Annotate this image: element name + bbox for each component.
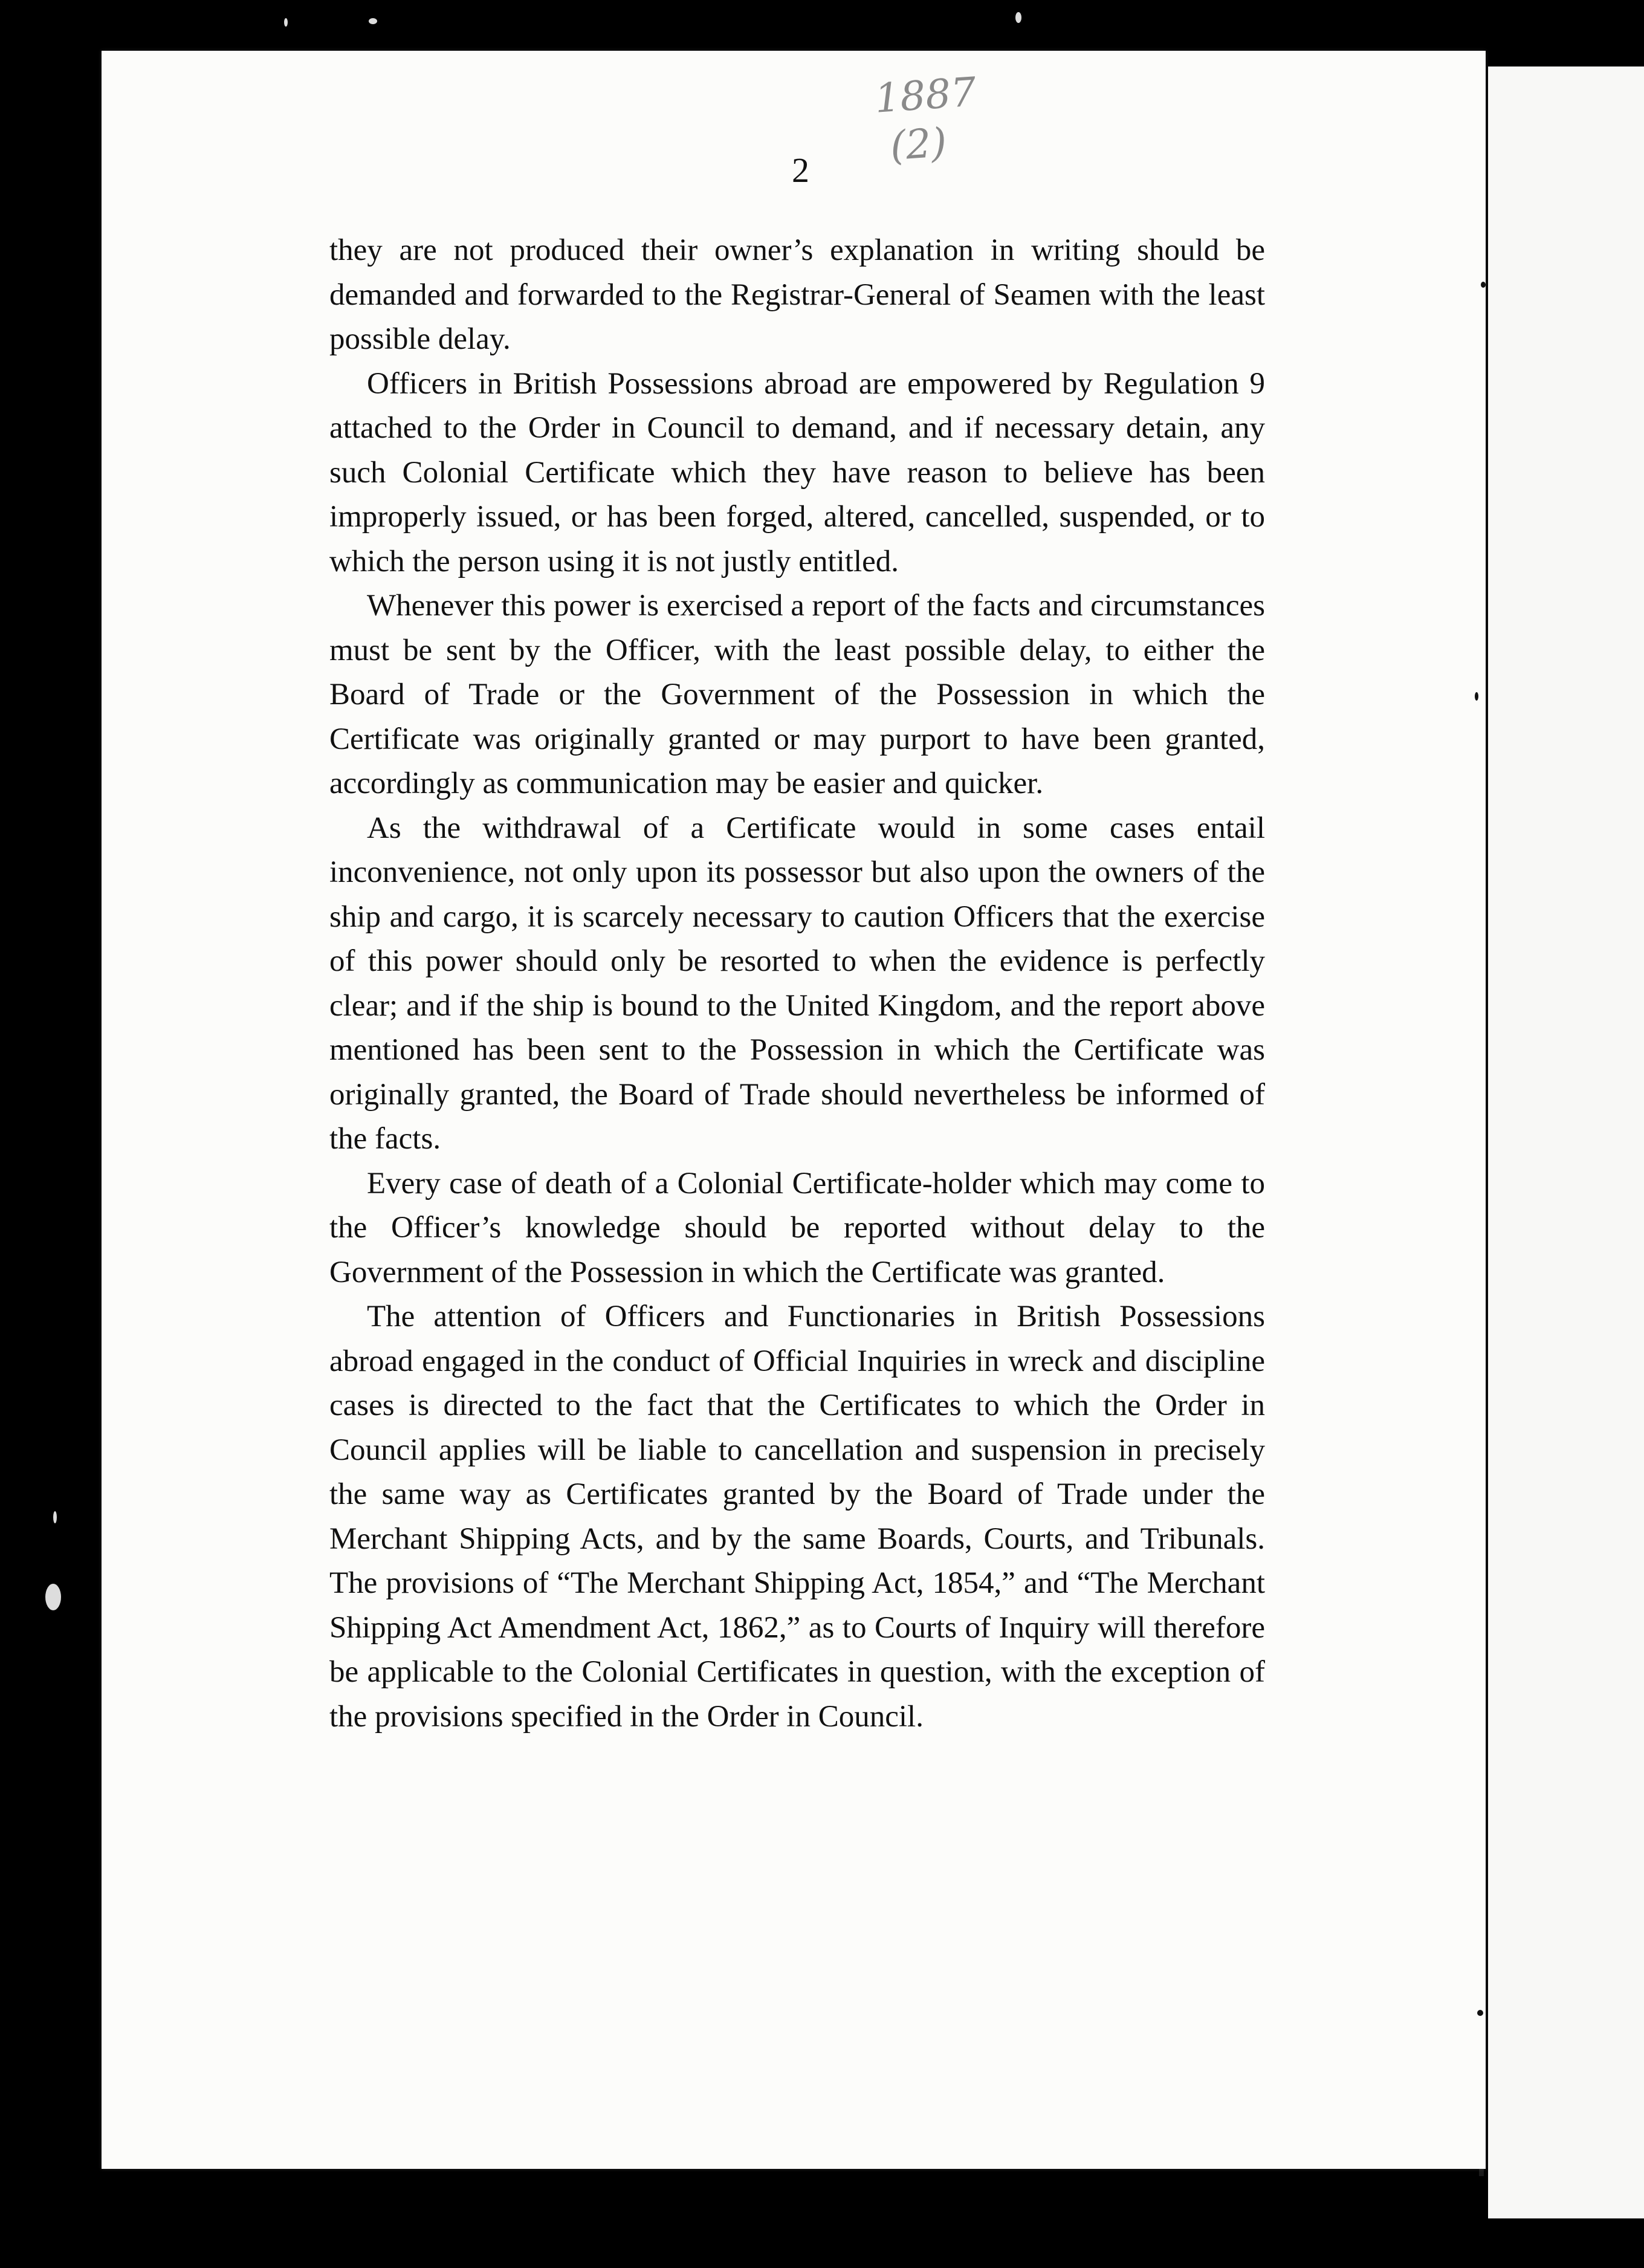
scan-speck: [369, 18, 377, 24]
pencil-annotation: [873, 68, 982, 171]
paragraph-2: Officers in British Possessions abroad are empowered by Regulation 9 attached to the Order in Council to demand, and if necessary detain, any such Colonial Certificate which they have reason to believe has been improperly issued, or has been forged, altered, cancelled, suspended, or to which the person using it is not justly entitled.: [329, 366, 1265, 578]
body-text: [329, 228, 1265, 1739]
paragraph-6: The attention of Officers and Functionaries in British Possessions abroad engaged in the conduct of Official Inquiries in wreck and discipline cases is directed to the fact that the Certificates to which the Order in Council applies will be liable to cancellation and suspension in precisely the same way as Certificates granted by the Board of Trade under the Merchant Shipping Acts, and by the same Boards, Courts, and Tribunals. The provisions of “The Merchant Shipping Act, 1854,” and “The Merchant Shipping Act Amendment Act, 1862,” as to Courts of Inquiry will therefore be applicable to the Colonial Certificates in question, with the exception of the provisions specified in the Order in Council.: [329, 1300, 1265, 1734]
scan-speck: [1477, 2010, 1483, 2016]
scan-speck: [53, 1511, 57, 1523]
adjacent-page-edge: [1488, 66, 1644, 2218]
scan-speck: [284, 18, 288, 27]
paragraph-5: Every case of death of a Colonial Certificate-holder which may come to the Officer’s knowledge should be reported without delay to the Government of the Possession in which the Certificate was granted.: [329, 1166, 1265, 1289]
pencil-annotation-year: 1887: [873, 68, 978, 122]
paragraph-4: As the withdrawal of a Certificate would in some cases entail inconvenience, not only upon its possessor but also upon the owners of the ship and cargo, it is scarcely necessary to caution Officers that the exercise of this power should only be resorted to when the evidence is perfectly clear; and if the ship is bound to the United Kingdom, and the report above mentioned has been sent to the Possession in which the Certificate was originally granted, the Board of Trade should nevertheless be informed of the facts.: [329, 811, 1265, 1156]
pencil-annotation-mark: (2): [888, 118, 948, 170]
scan-speck: [45, 1584, 61, 1610]
paragraph-1: they are not produced their owner’s explanation in writing should be demanded and forwarded to the Registrar-General of Seamen with the least possible delay.: [329, 233, 1265, 356]
page-number: 2: [792, 151, 809, 190]
paragraph-3: Whenever this power is exercised a report of the facts and circumstances must be sent by the Officer, with the least possible delay, to either the Board of Trade or the Government of the Possession in which the Certificate was originally granted or may purport to have been granted, accordingly as communication may be easier and quicker.: [329, 589, 1265, 800]
scan-speck: [1481, 282, 1486, 288]
scan-speck: [1475, 692, 1478, 701]
scan-speck: [1015, 12, 1021, 23]
